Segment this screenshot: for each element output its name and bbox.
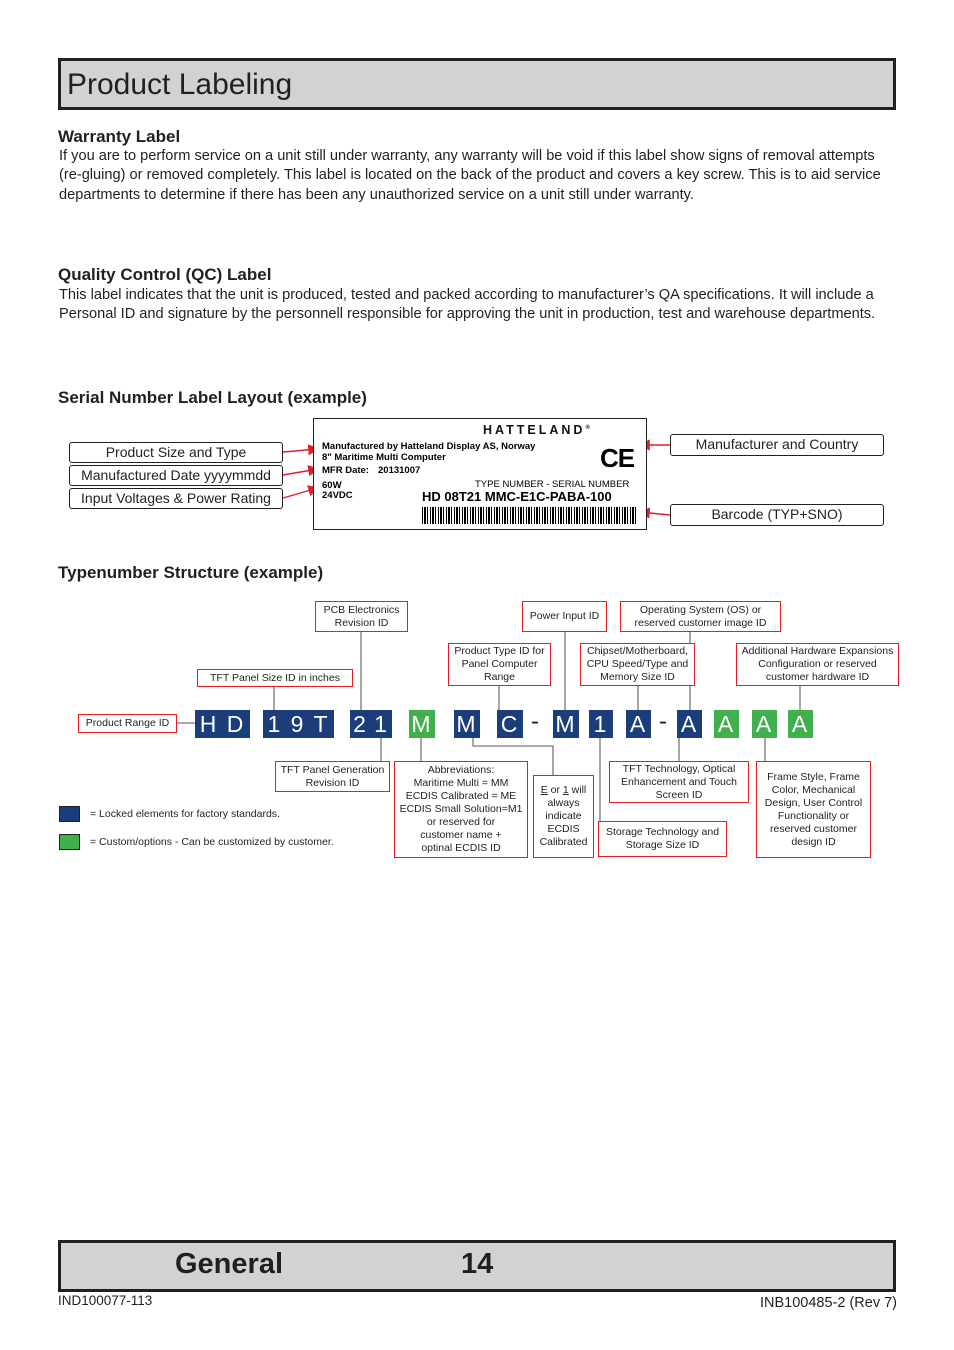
legend-locked-swatch	[59, 806, 80, 822]
tft-size-box: TFT Panel Size ID in inches	[197, 669, 353, 687]
char-tft-tech: A	[677, 710, 702, 738]
card-mfr-label: MFR Date:	[322, 465, 369, 476]
abbrev-2: ECDIS Calibrated = ME	[405, 790, 517, 802]
doc-id-right: INB100485-2 (Rev 7)	[759, 1295, 897, 1311]
manufacturer-country-label: Manufacturer and Country	[670, 434, 884, 456]
warranty-heading: Warranty Label	[58, 127, 181, 146]
chipset-box: Chipset/Motherboard, CPU Speed/Type and Memory Size ID	[580, 643, 695, 686]
additional-hardware-box: Additional Hardware Expansions Configuration or reserved customer hardware ID	[736, 643, 899, 686]
qc-heading: Quality Control (QC) Label	[58, 265, 272, 284]
card-product: 8" Maritime Multi Computer	[322, 452, 446, 463]
frame-style-box: Frame Style, Frame Color, Mechanical Design, User Control Functionality or reserved customer design ID	[756, 761, 871, 858]
legend-custom-text: = Custom/options - Can be customized by customer.	[90, 836, 334, 848]
barcode-label: Barcode (TYP+SNO)	[670, 504, 884, 526]
power-input-box: Power Input ID	[522, 601, 607, 632]
char-size: 1 9 T	[263, 710, 334, 738]
legend-locked-text: = Locked elements for factory standards.	[90, 808, 280, 820]
brand-logo: HATTELAND®	[483, 423, 593, 437]
dash-2: -	[659, 708, 667, 735]
page-number: 14	[461, 1248, 494, 1280]
char-chipset: A	[626, 710, 651, 738]
dash-1: -	[531, 708, 539, 735]
typenumber-heading: Typenumber Structure (example)	[58, 563, 324, 582]
barcode	[422, 507, 638, 524]
abbrev-4: or reserved for customer name + optinal ECDIS ID	[420, 816, 502, 854]
page-title-bar	[58, 58, 896, 110]
char-frame: A	[752, 710, 777, 738]
pcb-revision-box: PCB Electronics Revision ID	[315, 601, 408, 632]
manufactured-date-label: Manufactured Date yyyymmdd	[69, 465, 283, 486]
ce-mark: CE	[600, 443, 635, 473]
card-type-label: TYPE NUMBER - SERIAL NUMBER	[475, 479, 630, 490]
legend-custom-swatch	[59, 834, 80, 850]
abbrev-1: Maritime Multi = MM	[413, 777, 509, 789]
card-manufacturer: Manufactured by Hatteland Display AS, Norway	[322, 441, 536, 452]
qc-text: This label indicates that the unit is produced, tested and packed according to manufacturer’s QA specifications. It will include a Personal ID and signature by the personnell responsible for approving the unit in production, test and warehouse departments.	[59, 287, 876, 323]
product-type-box: Product Type ID for Panel Computer Range	[448, 643, 551, 686]
char-pcb-rev: 1	[371, 710, 392, 738]
page-title: Product Labeling	[67, 68, 293, 101]
char-abbrev-2: M	[454, 710, 480, 738]
abbreviations-box	[394, 761, 528, 858]
card-power: 60W	[322, 480, 342, 491]
card-voltage: 24VDC	[322, 490, 353, 501]
char-tft-gen: 2	[350, 710, 371, 738]
product-range-box: Product Range ID	[78, 714, 177, 733]
char-os: A	[714, 710, 739, 738]
char-storage: 1	[589, 710, 613, 738]
doc-id-left: IND100077-113	[58, 1293, 153, 1308]
char-abbrev-1: M	[409, 710, 435, 738]
os-box: Operating System (OS) or reserved customer image ID	[620, 601, 781, 632]
abbrev-title: Abbreviations:	[427, 764, 495, 776]
input-voltage-label: Input Voltages & Power Rating	[69, 488, 283, 509]
ecdis-box: E or 1 will always indicate ECDIS Calibrated	[533, 775, 594, 858]
card-type-value: HD 08T21 MMC-E1C-PABA-100	[422, 489, 612, 504]
storage-box: Storage Technology and Storage Size ID	[598, 821, 727, 857]
serial-heading: Serial Number Label Layout (example)	[58, 388, 367, 407]
char-range: H D	[195, 710, 250, 738]
product-size-label: Product Size and Type	[69, 442, 283, 463]
serial-label-card	[313, 418, 647, 530]
card-mfr-value: 20131007	[378, 465, 421, 476]
tft-generation-box: TFT Panel Generation Revision ID	[275, 761, 390, 792]
footer-bar	[58, 1240, 896, 1292]
char-additional-hw: A	[788, 710, 813, 738]
tft-technology-box: TFT Technology, Optical Enhancement and Touch Screen ID	[609, 761, 749, 803]
footer-section: General	[175, 1248, 283, 1280]
char-power-input: M	[553, 710, 579, 738]
warranty-text: If you are to perform service on a unit still under warranty, any warranty will be void if this label show signs of removal attempts (re-gluing) or removed completely. This label is located on the back of the product and covers a key screw. This is to aid service departments to determine if there has been any unauthorized service on a unit still under warranty.	[59, 148, 881, 203]
char-product-type: C	[497, 710, 523, 738]
abbrev-3: ECDIS Small Solution=M1	[399, 803, 523, 815]
